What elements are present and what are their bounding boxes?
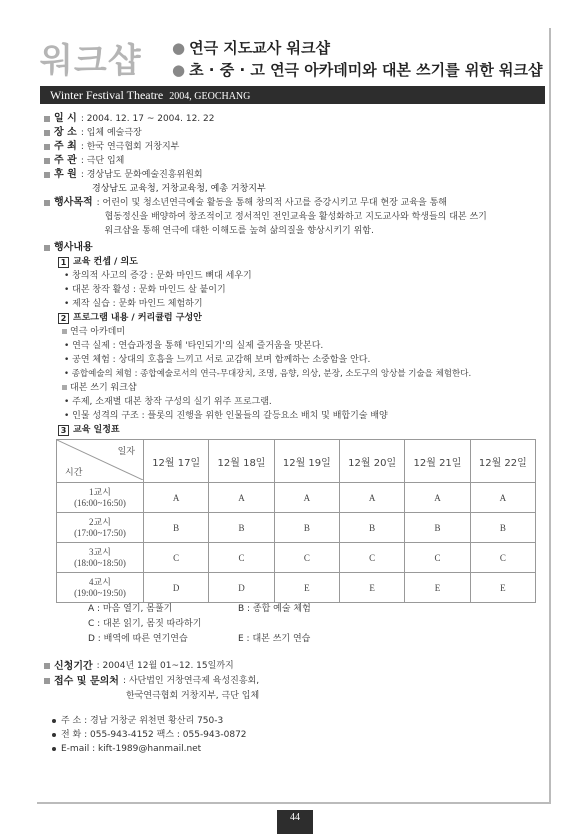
contact-phone: 전 화 : 055-943-4152 팩스 : 055-943-0872 <box>61 730 247 740</box>
info-row-content <box>44 241 549 255</box>
schedule-cell: C <box>144 543 209 573</box>
contact-phone-row <box>52 728 247 742</box>
schedule-cell: C <box>209 543 274 573</box>
period-time: (17:00~17:50) <box>74 527 126 538</box>
schedule-row <box>57 513 536 543</box>
section-2-heading <box>58 311 549 325</box>
content-label: 행사내용 <box>54 242 93 253</box>
period-time: (19:00~19:50) <box>74 587 126 598</box>
schedule-cell: E <box>339 573 404 603</box>
schedule-date-header: 12월 20일 <box>339 440 404 483</box>
section-1-item: • 대본 창작 활성 : 문화 마인드 살 붙이기 <box>64 285 226 295</box>
subtitle-2-text: 초 · 중 · 고 연극 아카데미와 대본 쓰기를 위한 워크샵 <box>189 61 543 79</box>
schedule-cell: A <box>339 483 404 513</box>
schedule-row <box>57 543 536 573</box>
schedule-cell: E <box>470 573 535 603</box>
schedule-cell: B <box>470 513 535 543</box>
academy-item: • 종합예술의 체험 : 종합예술로서의 연극-무대장치, 조명, 음향, 의상, 분장, 소도구의 앙상블 기술을 체험한다. <box>64 369 472 379</box>
schedule-legend <box>88 602 311 647</box>
square-bullet-icon <box>44 116 50 122</box>
script-item: • 인물 성격의 구조 : 플롯의 진행을 위한 인물들의 갈등요소 배치 및 배합기술 배양 <box>64 411 388 421</box>
period-label: 1교시 <box>89 486 111 497</box>
bullet-icon: ● <box>172 39 186 57</box>
application-period-value: : 2004년 12월 01~12. 15일까지 <box>96 661 234 671</box>
bullet-icon: ● <box>172 61 186 79</box>
schedule-cell: B <box>144 513 209 543</box>
purpose-line-1: : 어린이 및 청소년연극예술 활동을 통해 창의적 사고를 증강시키고 무대 현장 교육을 통해 <box>96 198 447 208</box>
page-title: 워크샵 <box>40 41 142 81</box>
inquiry-value-2: 한국연극협회 거창지부, 극단 입체 <box>126 691 260 701</box>
schedule-cell: A <box>209 483 274 513</box>
banner-year: 2004, GEOCHANG <box>169 91 251 102</box>
date-label: 일 시 <box>54 113 77 124</box>
subtitle-1 <box>172 37 543 59</box>
square-bullet-icon <box>44 144 50 150</box>
legend-a: A : 마음 열기, 몸풀기 <box>88 604 173 614</box>
info-row-date <box>44 112 549 126</box>
section-2-number: 2 <box>58 313 69 324</box>
schedule-row <box>57 483 536 513</box>
section-3-heading <box>58 423 549 437</box>
page-number: 44 <box>277 810 313 834</box>
section-3-title: 교육 일정표 <box>73 425 120 435</box>
period-label: 2교시 <box>89 516 111 527</box>
square-bullet-icon <box>62 329 67 334</box>
schedule-cell: C <box>339 543 404 573</box>
schedule-row <box>57 573 536 603</box>
corner-time-label: 시간 <box>65 468 83 478</box>
purpose-text <box>97 196 487 238</box>
inquiry-value-1: : 사단법인 거창연극제 육성진흥회, <box>122 676 260 686</box>
schedule-cell: B <box>339 513 404 543</box>
period-time: (18:00~18:50) <box>74 557 126 568</box>
period-cell <box>57 483 144 513</box>
place-value: : 입체 예술극장 <box>80 128 142 138</box>
academy-item: • 공연 체험 : 상대의 호흡을 느끼고 서로 교감해 보며 함께하는 소중함을 안다. <box>64 355 371 365</box>
purpose-line-3: 워크샵을 통해 연극에 대한 이해도를 높혀 삶의질을 향상시키기 위함. <box>104 226 374 236</box>
academy-subheading <box>44 325 549 339</box>
legend-b: B : 종합 예술 체험 <box>238 604 311 614</box>
legend-c: C : 대본 읽기, 몸짓 따라하기 <box>88 619 202 629</box>
contact-address: 주 소 : 경남 거창군 위천면 황산리 750-3 <box>61 716 224 726</box>
dot-bullet-icon <box>52 719 56 723</box>
schedule-date-header: 12월 22일 <box>470 440 535 483</box>
contact-info <box>52 714 247 756</box>
schedule-cell: C <box>405 543 470 573</box>
period-cell <box>57 543 144 573</box>
section-1-heading <box>58 255 549 269</box>
period-cell <box>57 573 144 603</box>
schedule-cell: E <box>274 573 339 603</box>
banner-title: Winter Festival Theatre <box>50 88 164 102</box>
info-row-host <box>44 140 549 154</box>
period-label: 4교시 <box>89 576 111 587</box>
inquiry-label: 접수 및 문의처 <box>54 676 119 687</box>
square-bullet-icon <box>44 200 50 206</box>
schedule-cell: A <box>144 483 209 513</box>
schedule-table <box>56 439 536 603</box>
schedule-cell: B <box>405 513 470 543</box>
square-bullet-icon <box>44 678 50 684</box>
event-info <box>44 112 549 437</box>
contact-email-row <box>52 742 247 756</box>
academy-subheading-text: 연극 아카데미 <box>70 327 126 337</box>
schedule-date-header: 12월 18일 <box>209 440 274 483</box>
schedule-cell: C <box>274 543 339 573</box>
script-item: • 주제, 소재별 대본 창작 구성의 실기 위주 프로그램. <box>64 397 272 407</box>
section-1-number: 1 <box>58 257 69 268</box>
square-bullet-icon <box>44 245 50 251</box>
legend-row <box>88 602 311 617</box>
info-row-purpose <box>44 196 549 238</box>
festival-banner <box>40 86 545 104</box>
script-subheading-text: 대본 쓰기 워크샵 <box>70 383 137 393</box>
square-bullet-icon <box>44 172 50 178</box>
sponsor-value-1: : 경상남도 문화예술진흥위원회 <box>80 170 203 180</box>
legend-row <box>88 632 311 647</box>
sponsor-value-2: 경상남도 교육청, 거창교육청, 예총 거창지부 <box>92 184 266 194</box>
period-time: (16:00~16:50) <box>74 497 126 508</box>
sponsor-label: 후 원 <box>54 169 77 180</box>
organizer-value: : 극단 입체 <box>80 156 125 166</box>
legend-d: D : 배역에 따른 연기연습 <box>88 634 188 644</box>
subtitle-block <box>172 37 543 81</box>
purpose-line-2: 협동정신을 배양하여 창조적이고 정서적인 전인교육을 활성화하고 지도교사와 학생들의 대본 쓰기 <box>104 212 487 222</box>
contact-address-row <box>52 714 247 728</box>
square-bullet-icon <box>44 130 50 136</box>
schedule-cell: E <box>405 573 470 603</box>
section-3-number: 3 <box>58 425 69 436</box>
info-row-sponsor <box>44 168 549 182</box>
host-label: 주 최 <box>54 141 77 152</box>
script-subheading <box>44 381 549 395</box>
section-2-title: 프로그램 내용 / 커리큘럼 구성안 <box>73 313 202 323</box>
info-row-organizer <box>44 154 549 168</box>
corner-date-label: 일자 <box>117 447 135 457</box>
dot-bullet-icon <box>52 733 56 737</box>
square-bullet-icon <box>62 385 67 390</box>
legend-e: E : 대본 쓰기 연습 <box>238 634 311 644</box>
date-value: : 2004. 12. 17 ~ 2004. 12. 22 <box>80 114 215 124</box>
organizer-label: 주 관 <box>54 155 77 166</box>
schedule-cell: B <box>209 513 274 543</box>
contact-email: E-mail : kift-1989@hanmail.net <box>61 744 202 754</box>
section-1-item: • 제작 실습 : 문화 마인드 체험하기 <box>64 299 203 309</box>
schedule-cell: A <box>274 483 339 513</box>
square-bullet-icon <box>44 158 50 164</box>
square-bullet-icon <box>44 663 50 669</box>
schedule-date-header: 12월 19일 <box>274 440 339 483</box>
info-row-place <box>44 126 549 140</box>
period-cell <box>57 513 144 543</box>
legend-row <box>88 617 311 632</box>
section-1-item: • 창의적 사고의 증강 : 문화 마인드 뼈대 세우기 <box>64 271 252 281</box>
schedule-cell: A <box>405 483 470 513</box>
subtitle-1-text: 연극 지도교사 워크샵 <box>189 39 330 57</box>
subtitle-2 <box>172 59 543 81</box>
application-period-label: 신청기간 <box>54 661 93 672</box>
schedule-date-header: 12월 17일 <box>144 440 209 483</box>
section-1-title: 교육 컨셉 / 의도 <box>73 257 138 267</box>
schedule-cell: B <box>274 513 339 543</box>
schedule-cell: D <box>209 573 274 603</box>
schedule-corner-cell <box>57 440 144 483</box>
schedule-header-row <box>57 440 536 483</box>
host-value: : 한국 연극협회 거창지부 <box>80 142 180 152</box>
application-info <box>44 659 259 704</box>
application-period-row <box>44 659 259 674</box>
schedule-cell: A <box>470 483 535 513</box>
schedule-date-header: 12월 21일 <box>405 440 470 483</box>
inquiry-row <box>44 674 259 689</box>
period-label: 3교시 <box>89 546 111 557</box>
schedule-cell: C <box>470 543 535 573</box>
academy-item: • 연극 실제 : 연습과정을 통해 '타인되기'의 실제 즐거움을 맛본다. <box>64 341 324 351</box>
purpose-label: 행사목적 <box>54 197 93 208</box>
place-label: 장 소 <box>54 127 77 138</box>
dot-bullet-icon <box>52 747 56 751</box>
schedule-cell: D <box>144 573 209 603</box>
